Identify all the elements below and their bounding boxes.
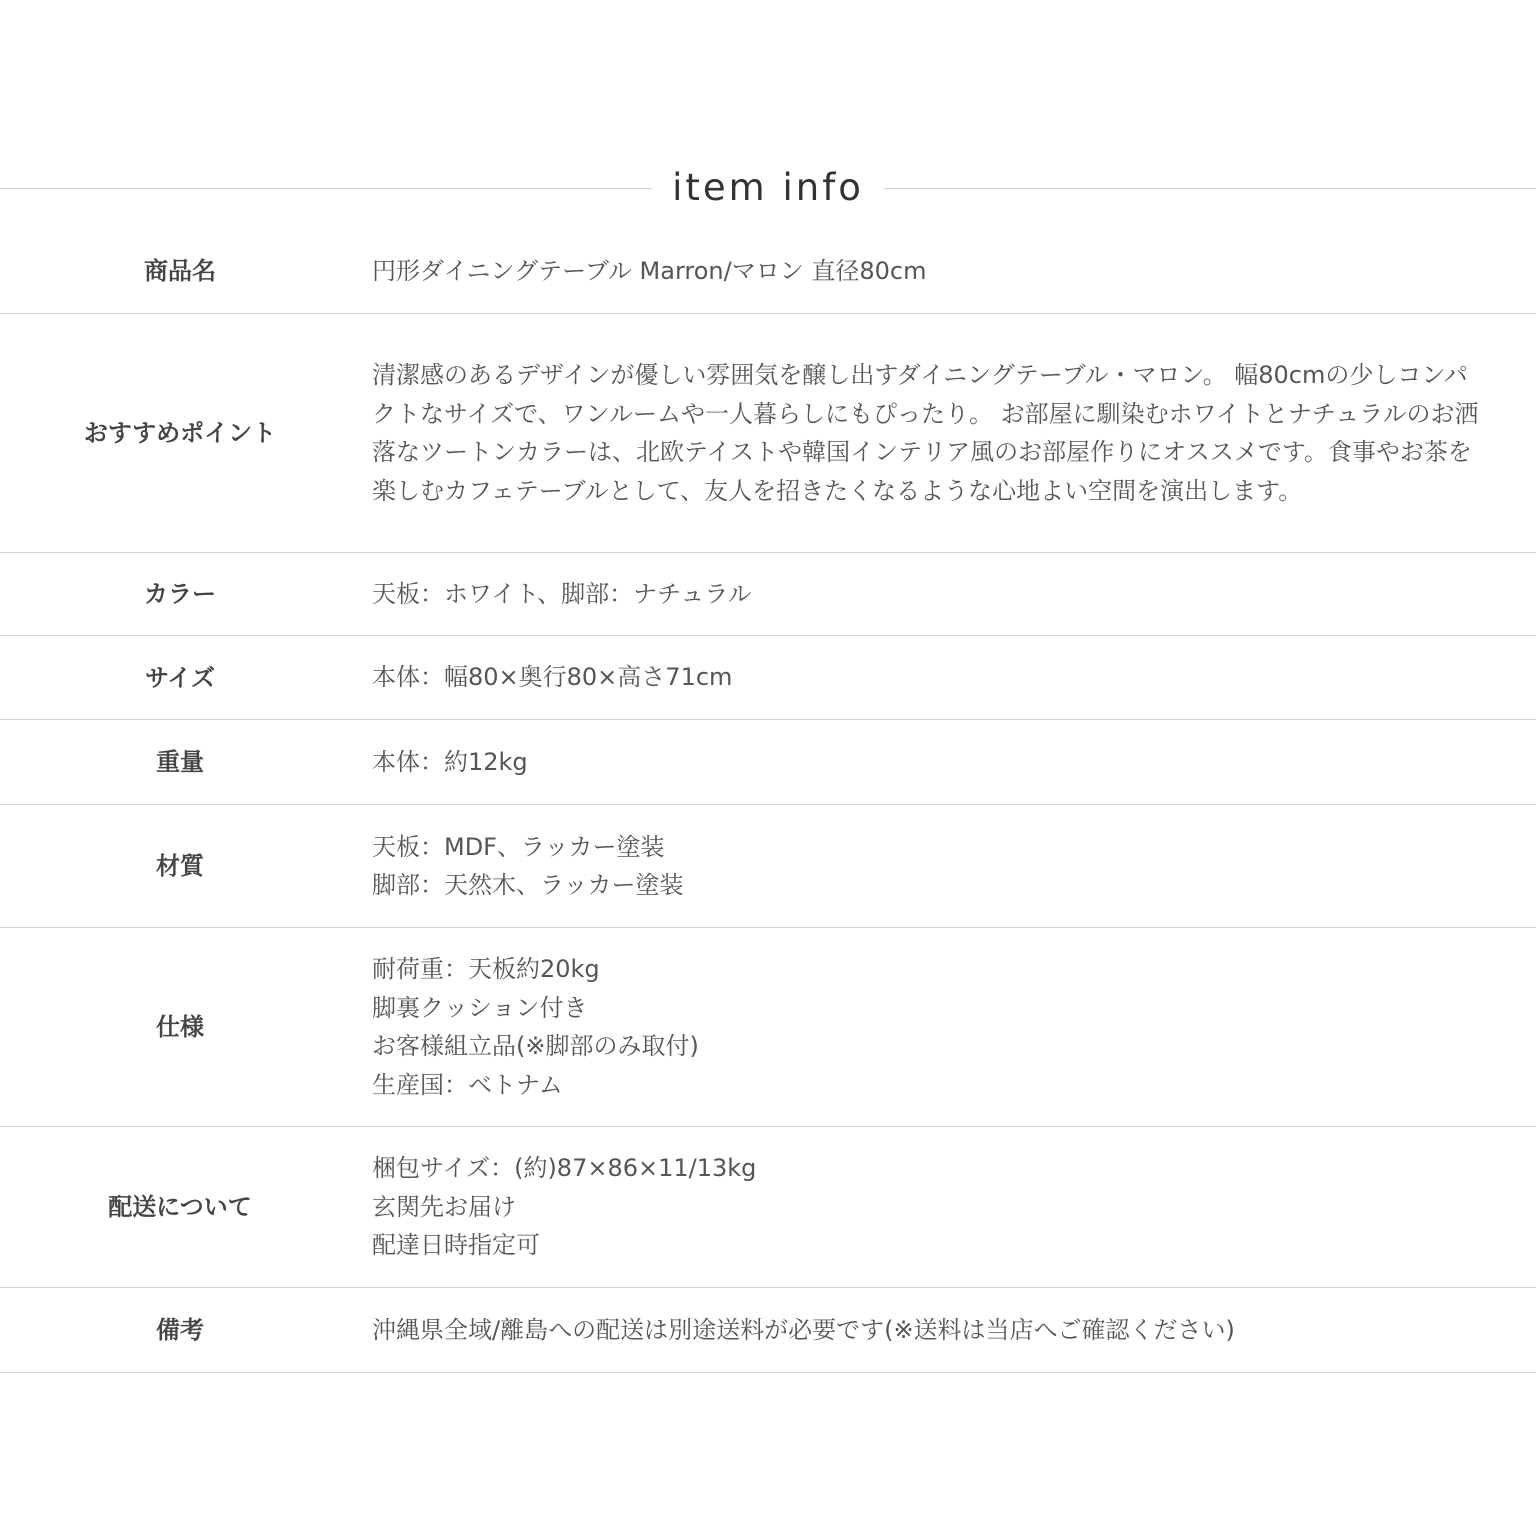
section-title: item info (672, 166, 864, 209)
spec-value (360, 950, 1536, 1104)
spec-value-line: 天板：ホワイト、脚部：ナチュラル (372, 579, 752, 608)
spec-value-line: 沖縄県全域/離島への配送は別途送料が必要です(※送料は当店へご確認ください) (372, 1315, 1235, 1344)
spec-row-product-name (0, 229, 1536, 314)
spec-value (360, 1149, 1536, 1265)
spec-row-weight (0, 720, 1536, 805)
spec-label: おすすめポイント (83, 419, 277, 447)
spec-value-line: 脚部：天然木、ラッカー塗装 (372, 871, 684, 899)
spec-value-line: 玄関先お届け (372, 1192, 516, 1221)
spec-row-material (0, 805, 1536, 928)
spec-label: 仕様 (156, 1013, 204, 1041)
spec-row-remarks (0, 1288, 1536, 1373)
spec-label: カラー (144, 580, 216, 608)
spec-value-line: 梱包サイズ：(約)87×86×11/13kg (372, 1154, 757, 1183)
spec-value-line: 配達日時指定可 (372, 1231, 540, 1260)
spec-row-recommend-point (0, 314, 1536, 553)
spec-value-line: 天板：MDF、ラッカー塗装 (372, 832, 665, 861)
spec-value (360, 828, 1536, 905)
spec-table (0, 229, 1536, 1373)
spec-value (360, 658, 1536, 697)
spec-value (360, 575, 1536, 614)
header-divider-left (0, 188, 652, 189)
spec-label: 商品名 (144, 257, 216, 285)
spec-label: 材質 (156, 852, 204, 880)
spec-value-line: 耐荷重：天板約20kg (372, 955, 600, 983)
spec-label: 備考 (156, 1316, 204, 1344)
spec-value (360, 356, 1536, 510)
spec-value (360, 1311, 1536, 1350)
spec-value-line: 円形ダイニングテーブル Marron/マロン 直径80cm (372, 256, 927, 285)
spec-value-line: 脚裏クッション付き (372, 993, 588, 1022)
spec-value-line: 清潔感のあるデザインが優しい雰囲気を醸し出すダイニングテーブル・マロン。 幅80cmの少しコンパクトなサイズで、ワンルームや一人暮らしにもぴったり。 お部屋に馴染むホワイトとナチュラルのお洒落なツートンカラーは、北欧テイストや韓国インテリア風のお部屋作りにオススメです。食事やお茶を楽しむカフェテーブルとして、友人を招きたくなるような心地よい空間を演出します。 (372, 361, 1479, 505)
spec-row-specification (0, 928, 1536, 1127)
spec-value-line: 本体：幅80×奥行80×高さ71cm (372, 663, 733, 692)
spec-label: サイズ (144, 663, 216, 692)
spec-label: 配送について (108, 1193, 252, 1221)
spec-value (360, 252, 1536, 291)
spec-value-line: 生産国：ベトナム (372, 1070, 563, 1099)
spec-value-line: 本体：約12kg (372, 747, 528, 776)
spec-value (360, 743, 1536, 782)
header-divider-right (884, 188, 1536, 189)
spec-row-delivery (0, 1127, 1536, 1288)
section-header (0, 160, 1536, 216)
spec-row-size (0, 636, 1536, 720)
spec-label: 重量 (156, 748, 204, 776)
spec-row-color (0, 553, 1536, 636)
spec-value-line: お客様組立品(※脚部のみ取付) (372, 1032, 699, 1060)
